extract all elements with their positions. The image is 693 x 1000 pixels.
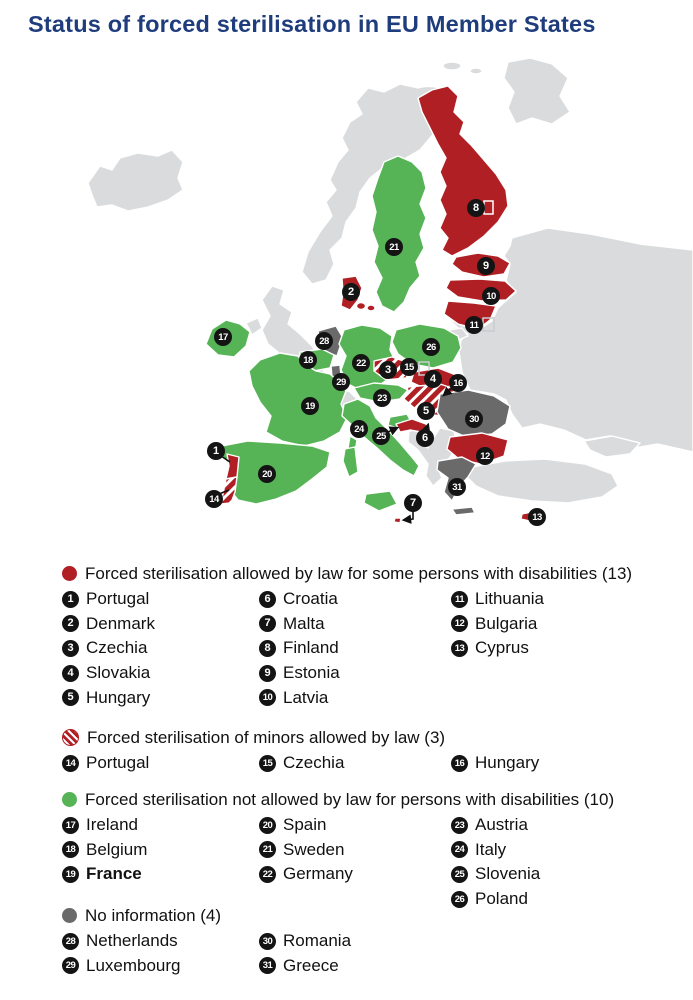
number-badge: 14: [62, 755, 79, 772]
number-badge: 1: [62, 591, 79, 608]
legend-columns: [62, 813, 672, 911]
legend-swatch-not_allowed-icon: [62, 792, 77, 807]
legend-section-minors: [62, 725, 672, 776]
legend-column: [62, 751, 259, 776]
number-badge: 22: [259, 866, 276, 883]
country-name: Portugal: [86, 589, 150, 609]
number-badge: 20: [259, 817, 276, 834]
number-badge: 19: [62, 866, 79, 883]
legend-item-spain: [259, 813, 451, 838]
legend-item-ireland: [62, 813, 259, 838]
number-badge: 23: [451, 817, 468, 834]
number-badge: 10: [259, 689, 276, 706]
number-badge: 3: [62, 640, 79, 657]
legend-column: [62, 929, 259, 978]
legend-header-no_info: [62, 903, 672, 928]
legend-item-romania: [259, 929, 451, 954]
map-marker-12: 12: [476, 447, 494, 465]
number-badge: 18: [62, 841, 79, 858]
map-marker-22: 22: [352, 354, 370, 372]
country-name: Belgium: [86, 839, 148, 859]
legend-item-czechia: [62, 636, 259, 661]
legend-item-bulgaria: [451, 612, 672, 637]
country-name: Luxembourg: [86, 955, 181, 975]
map-marker-17: 17: [214, 328, 232, 346]
number-badge: 9: [259, 665, 276, 682]
legend-section-no_info: [62, 903, 672, 978]
legend-item-finland: [259, 636, 451, 661]
country-name: Netherlands: [86, 931, 178, 951]
legend-column: [259, 813, 451, 911]
number-badge: 15: [259, 755, 276, 772]
legend-item-latvia: [259, 685, 451, 710]
number-badge: 4: [62, 665, 79, 682]
country-name: Finland: [283, 638, 339, 658]
map-marker-9: 9: [477, 257, 495, 275]
legend-item-czechia: [259, 751, 451, 776]
map-marker-30: 30: [465, 410, 483, 428]
legend-columns: [62, 587, 672, 710]
map-marker-11: 11: [465, 316, 483, 334]
number-badge: 7: [259, 615, 276, 632]
map-marker-29: 29: [332, 373, 350, 391]
legend-item-portugal: [62, 751, 259, 776]
country-name: Lithuania: [475, 589, 545, 609]
legend-column: [259, 929, 451, 978]
country-name: Bulgaria: [475, 613, 538, 633]
number-badge: 12: [451, 615, 468, 632]
number-badge: 21: [259, 841, 276, 858]
country-name: Hungary: [475, 753, 540, 773]
country-name: Czechia: [86, 638, 148, 658]
number-badge: 17: [62, 817, 79, 834]
legend-item-hungary: [62, 685, 259, 710]
legend-section-label: No information (4): [85, 905, 222, 925]
country-name: Poland: [475, 889, 528, 909]
map-marker-19: 19: [301, 397, 319, 415]
legend-columns: [62, 929, 672, 978]
legend-item-cyprus: [451, 636, 672, 661]
map-marker-26: 26: [422, 338, 440, 356]
country-name: Estonia: [283, 663, 340, 683]
legend-section-label: Forced sterilisation allowed by law for some persons with disabilities (13): [85, 563, 633, 583]
country-name: Denmark: [86, 613, 155, 633]
legend-column: [62, 813, 259, 911]
map-marker-3: 3: [379, 361, 397, 379]
number-badge: 16: [451, 755, 468, 772]
legend-item-lithuania: [451, 587, 672, 612]
number-badge: 2: [62, 615, 79, 632]
country-name: Czechia: [283, 753, 345, 773]
legend-item-slovenia: [451, 862, 672, 887]
number-badge: 24: [451, 841, 468, 858]
map-marker-23: 23: [373, 389, 391, 407]
country-name: Cyprus: [475, 638, 529, 658]
map-marker-21: 21: [385, 238, 403, 256]
legend-item-italy: [451, 838, 672, 863]
number-badge: 11: [451, 591, 468, 608]
number-badge: 26: [451, 891, 468, 908]
country-name: Malta: [283, 613, 325, 633]
number-badge: 6: [259, 591, 276, 608]
number-badge: 5: [62, 689, 79, 706]
legend-swatch-allowed-icon: [62, 566, 77, 581]
map-marker-20: 20: [258, 465, 276, 483]
legend-section-not_allowed: [62, 787, 672, 911]
number-badge: 25: [451, 866, 468, 883]
country-name: Sweden: [283, 839, 345, 859]
legend-item-malta: [259, 612, 451, 637]
legend-section-allowed: [62, 561, 672, 710]
map-marker-18: 18: [299, 351, 317, 369]
map-marker-25: 25: [372, 427, 390, 445]
country-name: Romania: [283, 931, 352, 951]
country-name: France: [86, 864, 142, 884]
map-marker-13: 13: [528, 508, 546, 526]
country-name: Greece: [283, 955, 339, 975]
legend-item-estonia: [259, 661, 451, 686]
country-name: Hungary: [86, 687, 151, 707]
number-badge: 29: [62, 957, 79, 974]
map-marker-14: 14: [205, 490, 223, 508]
map-marker-1: 1: [207, 442, 225, 460]
map-marker-7: 7: [404, 494, 422, 512]
legend-swatch-no_info-icon: [62, 908, 77, 923]
map-marker-4: 4: [424, 370, 442, 388]
legend-section-label: Forced sterilisation of minors allowed by law (3): [87, 727, 446, 747]
country-name: Croatia: [283, 589, 338, 609]
legend-column: [451, 587, 672, 710]
country-name: Latvia: [283, 687, 329, 707]
country-name: Slovenia: [475, 864, 541, 884]
legend-item-luxembourg: [62, 954, 259, 979]
legend-header-minors: [62, 725, 672, 750]
legend-item-croatia: [259, 587, 451, 612]
map-marker-31: 31: [448, 478, 466, 496]
country-name: Ireland: [86, 815, 138, 835]
map-marker-15: 15: [400, 358, 418, 376]
map-marker-10: 10: [482, 287, 500, 305]
legend-item-netherlands: [62, 929, 259, 954]
legend-item-belgium: [62, 838, 259, 863]
legend-item-hungary: [451, 751, 672, 776]
legend-item-sweden: [259, 838, 451, 863]
legend-column: [62, 587, 259, 710]
map-marker-2: 2: [342, 283, 360, 301]
legend-header-allowed: [62, 561, 672, 586]
legend-item-denmark: [62, 612, 259, 637]
country-name: Austria: [475, 815, 528, 835]
legend-column: [451, 813, 672, 911]
legend-item-slovakia: [62, 661, 259, 686]
map-marker-16: 16: [449, 374, 467, 392]
country-name: Portugal: [86, 753, 150, 773]
legend-swatch-minors-icon: [62, 729, 79, 746]
number-badge: 8: [259, 640, 276, 657]
legend-item-france: [62, 862, 259, 887]
legend-item-portugal: [62, 587, 259, 612]
legend-item-germany: [259, 862, 451, 887]
country-name: Slovakia: [86, 663, 151, 683]
legend-column: [259, 587, 451, 710]
legend-section-label: Forced sterilisation not allowed by law for persons with disabilities (10): [85, 789, 615, 809]
map-marker-5: 5: [417, 402, 435, 420]
country-name: Spain: [283, 815, 327, 835]
legend-columns: [62, 751, 672, 776]
page-title: Status of forced sterilisation in EU Member States: [28, 11, 596, 37]
number-badge: 13: [451, 640, 468, 657]
map-marker-6: 6: [416, 429, 434, 447]
map-marker-8: 8: [467, 199, 485, 217]
legend-column: [259, 751, 451, 776]
legend-header-not_allowed: [62, 787, 672, 812]
country-name: Italy: [475, 839, 507, 859]
map-marker-24: 24: [350, 420, 368, 438]
number-badge: 28: [62, 933, 79, 950]
legend-item-greece: [259, 954, 451, 979]
number-badge: 31: [259, 957, 276, 974]
legend-column: [451, 751, 672, 776]
country-name: Germany: [283, 864, 353, 884]
map-marker-28: 28: [315, 332, 333, 350]
legend-item-austria: [451, 813, 672, 838]
number-badge: 30: [259, 933, 276, 950]
